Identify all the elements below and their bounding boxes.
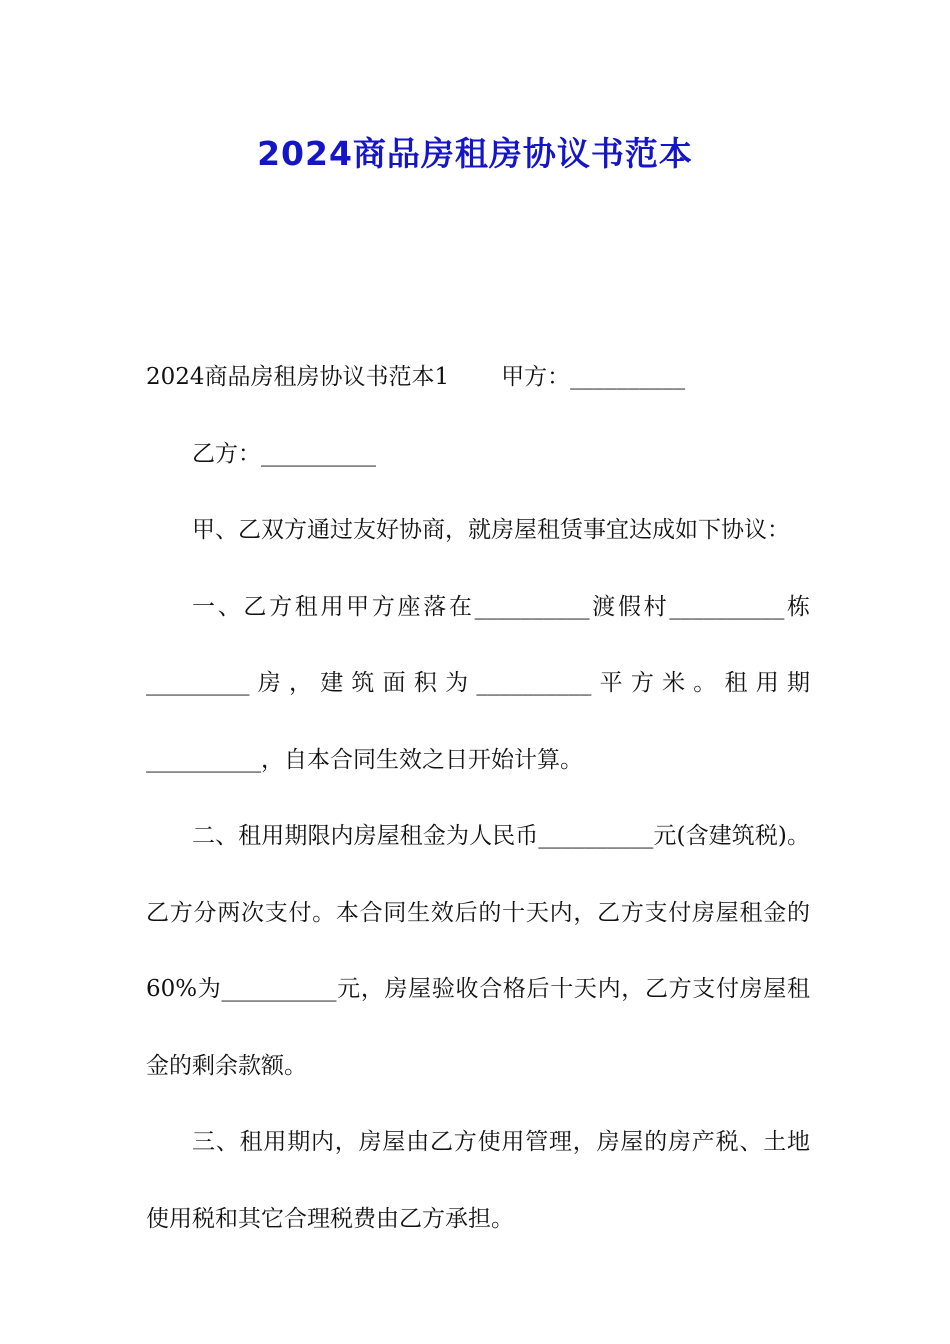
- party-a-line: 甲方：__________: [501, 364, 686, 390]
- document-body: [146, 339, 810, 1257]
- section-heading: 2024商品房租房协议书范本1: [146, 364, 450, 390]
- paragraph-clause-1: 一、乙方租用甲方座落在__________渡假村__________栋_________房，建筑面积为__________平方米。租用期__________，自本合同生效之日开始计算。: [146, 593, 810, 773]
- document-title: 2024商品房租房协议书范本: [257, 134, 693, 173]
- paragraph-heading-party-a: [146, 339, 810, 416]
- paragraph-intro: 甲、乙双方通过友好协商，就房屋租赁事宜达成如下协议：: [192, 517, 790, 543]
- paragraph-party-b: 乙方：__________: [192, 440, 376, 467]
- paragraph-clause-3: 三、租用期内，房屋由乙方使用管理，房屋的房产税、土地使用税和其它合理税费由乙方承担。: [146, 1129, 810, 1232]
- paragraph-clause-2: 二、租用期限内房屋租金为人民币__________元(含建筑税)。乙方分两次支付。本合同生效后的十天内，乙方支付房屋租金的60%为__________元，房屋验收合格后十天内，乙方支付房屋租金的剩余款额。: [146, 823, 810, 1079]
